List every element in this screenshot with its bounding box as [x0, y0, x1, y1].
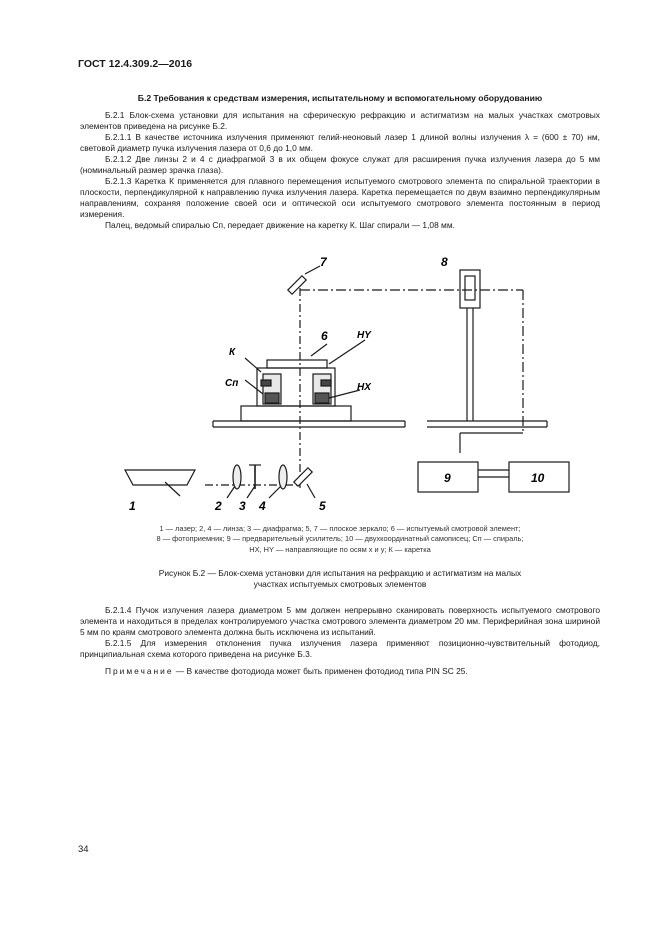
carriage-top — [267, 360, 327, 368]
section-title: Б.2 Требования к средствам измерения, испытательному и вспомогательному оборудованию — [137, 93, 543, 103]
label-8: 8 — [441, 255, 448, 269]
label-sp: Сп — [225, 378, 239, 389]
paragraphs-bottom — [80, 605, 600, 677]
caption-line: Рисунок Б.2 — Блок-схема установки для испытания на рефракцию и астигматизм на малых — [158, 568, 522, 578]
block-diagram-svg — [129, 248, 550, 518]
label-hy: HY — [357, 330, 371, 341]
lens-2 — [233, 465, 241, 489]
label-4: 4 — [259, 499, 266, 513]
figure-caption — [80, 568, 600, 590]
note-label: Примечание — [105, 666, 174, 676]
label-3: 3 — [239, 499, 246, 513]
label-9: 9 — [444, 471, 451, 485]
label-hx: HX — [357, 382, 371, 393]
paragraph: Б.2.1.2 Две линзы 2 и 4 с диафрагмой 3 в их общем фокусе служат для расширения пучка излучения лазера до 5 мм (номинальный размер зрачка глаза). — [80, 154, 600, 175]
label-5: 5 — [319, 499, 326, 513]
label-k: К — [229, 347, 236, 358]
note-text: — В качестве фотодиода может быть применен фотодиод типа PIN SC 25. — [173, 666, 468, 676]
caption-line: участках испытуемых смотровых элементов — [253, 579, 427, 589]
label-7: 7 — [320, 255, 327, 269]
mirror-7 — [288, 276, 306, 294]
legend-line: HX, HY — направляющие по осям x и y; К — каретка — [249, 544, 431, 554]
paragraph: Б.2.1.5 Для измерения отклонения пучка излучения лазера применяют позиционно-чувствительный фотодиод, принципиальная схема которого приведена на рисунке Б.3. — [80, 638, 600, 659]
paragraph: Б.2.1.4 Пучок излучения лазера диаметром 5 мм должен непрерывно сканировать поверхность испытуемого смотрового элемента и находиться в пределах контролируемого участка смотрового элемента диаметром 20 мм. Периферийная зона шириной 5 мм по краям смотрового элемента должна быть исключена из испытаний. — [80, 605, 600, 637]
paragraph: Б.2.1.1 В качестве источника излучения применяют гелий-неоновый лазер 1 длиной волны излучения λ = (600 ± 70) нм, световой диаметр пучка излучения лазера от 0,6 до 1,0 мм. — [80, 132, 600, 153]
mirror-5 — [294, 468, 312, 486]
paragraph: Б.2.1 Блок-схема установки для испытания на сферическую рефракцию и астигматизм на малых участках смотровых элементов приведена на рисунке Б.2. — [80, 110, 600, 131]
document-header: ГОСТ 12.4.309.2—2016 — [78, 58, 193, 70]
figure-legend — [112, 524, 568, 555]
paragraph: Б.2.1.3 Каретка К применяется для плавного перемещения испытуемого смотрового элемента по спиральной траектории в плоскости, перпендикулярной к направлению пучка излучения лазера. Каретка перемещается по двум взаимно перпендикулярным направлениям, сохраняя положение своей оси и оптической оси испытуемого смотрового элемента постоянным в период измерения. — [80, 176, 600, 219]
label-6: 6 — [321, 329, 328, 343]
paragraphs-top — [80, 110, 600, 231]
label-1: 1 — [129, 499, 136, 513]
legend-line: 1 — лазер; 2, 4 — линза; 3 — диафрагма; 5, 7 — плоское зеркало; 6 — испытуемый смотровой элемент; — [159, 524, 521, 533]
laser-1 — [125, 470, 195, 485]
legend-line: 8 — фотоприемник; 9 — предварительный усилитель; 10 — двухкоординатный самописец; Сп — спираль; — [156, 534, 524, 544]
block-diagram — [129, 248, 550, 523]
label-2: 2 — [215, 499, 222, 513]
note — [80, 666, 600, 677]
paragraph: Палец, ведомый спиралью Сп, передает движение на каретку К. Шаг спирали — 1,08 мм. — [105, 220, 455, 230]
carriage-base — [241, 406, 351, 421]
label-10: 10 — [531, 471, 545, 485]
page-number: 34 — [78, 844, 89, 855]
lens-4 — [279, 465, 287, 489]
